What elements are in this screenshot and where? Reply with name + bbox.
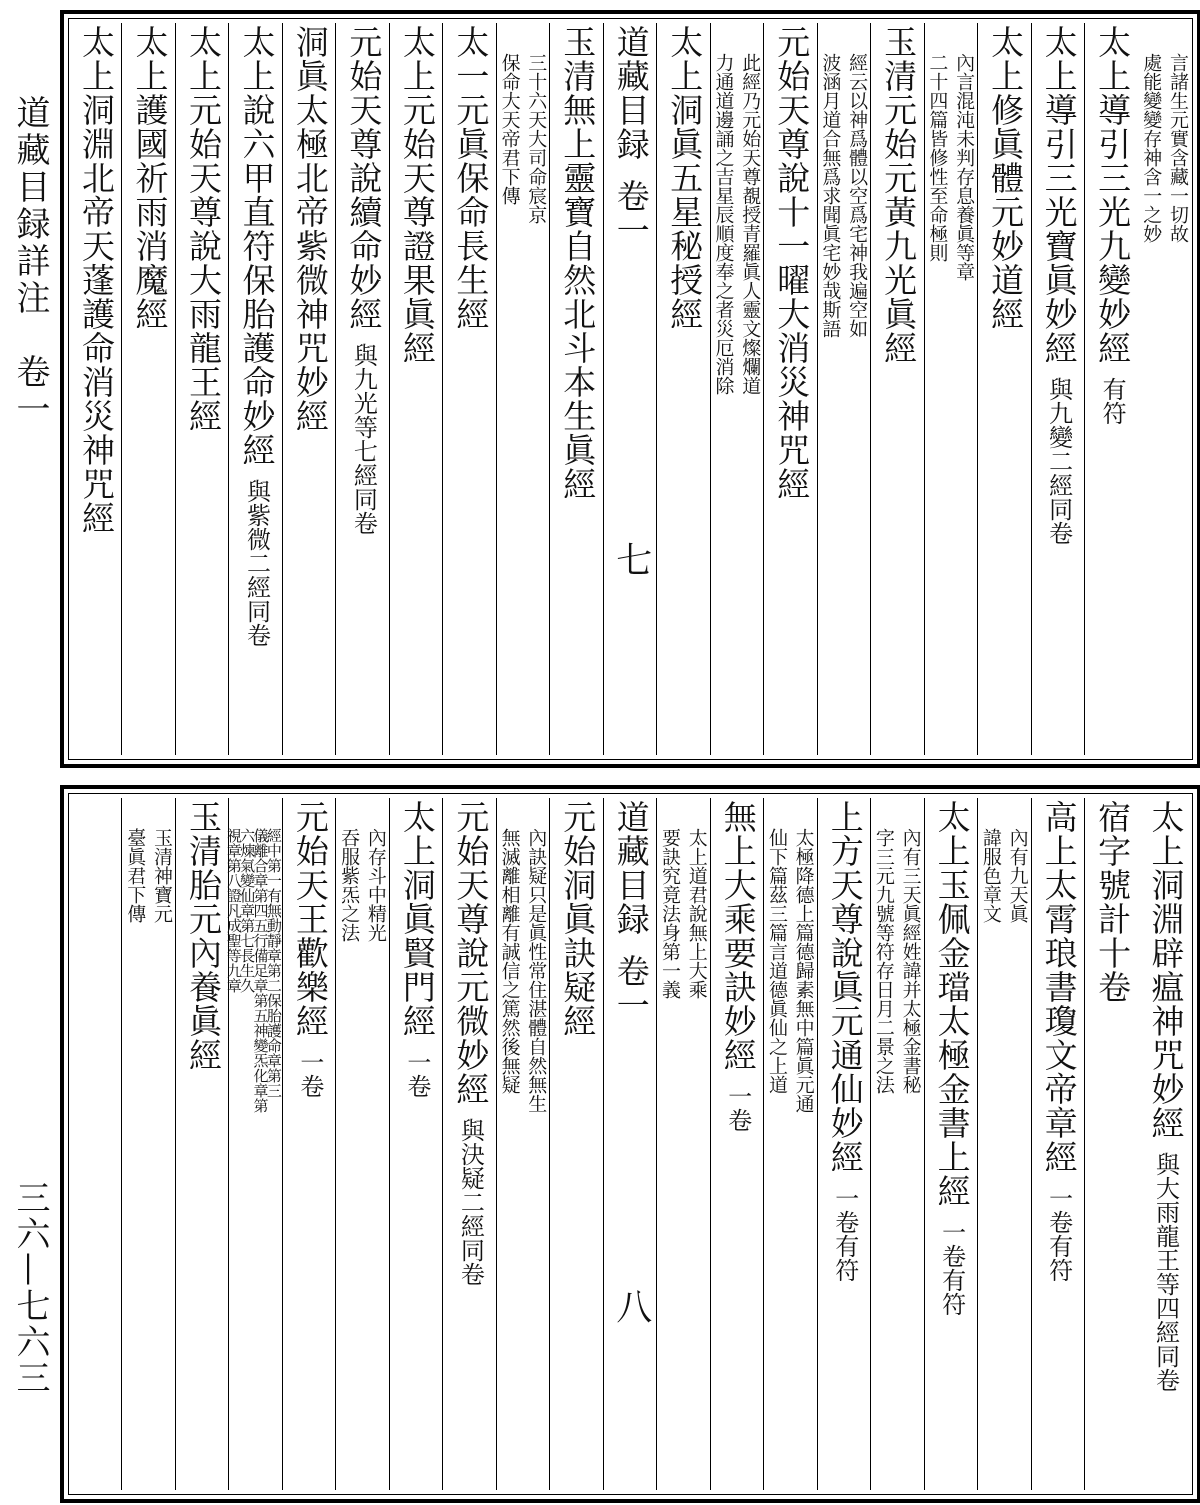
- entry-note: 與決疑二經同卷: [456, 1118, 485, 1286]
- text-column: [68, 798, 122, 1490]
- annotation-line: 內有三天眞經姓諱并太極金書秘: [899, 828, 922, 1094]
- entry-note: 一卷: [402, 1050, 431, 1098]
- entry-title: 無上大乘要訣妙經: [718, 800, 758, 1072]
- text-column: [282, 23, 336, 755]
- text-column: [1139, 798, 1192, 1490]
- annotation-line: 字三元九號等符存日月二景之法: [872, 828, 895, 1094]
- entry-title: 道藏目録卷一: [606, 800, 656, 1022]
- folio-number: 八: [610, 1288, 652, 1324]
- bottom-columns: [68, 793, 1193, 1495]
- text-column: [1084, 23, 1138, 755]
- entry-note: 與紫微二經同卷: [242, 479, 271, 647]
- annotation-line: 仙下篇茲三篇言道德眞仙之上道: [765, 828, 788, 1094]
- entry-title: 上方天尊說眞元通仙妙經: [825, 800, 865, 1174]
- entry-note: 一卷有符: [1044, 1186, 1073, 1282]
- text-column: [1031, 23, 1085, 755]
- text-column: [121, 23, 175, 755]
- entry-title: 太一元眞保命長生經: [451, 25, 491, 331]
- text-column: [389, 23, 443, 755]
- text-column: [282, 798, 336, 1490]
- text-column: [870, 798, 924, 1490]
- entry-title: 太上說六甲直符保胎護命妙經: [237, 25, 277, 467]
- text-column: [924, 798, 978, 1490]
- annotation-line: 儀離合章第四五行備足章第五神變炁化章第: [251, 828, 270, 1113]
- entry-title: 玉清胎元內養眞經: [183, 800, 223, 1072]
- entry-title: 元始天尊說元微妙經: [451, 800, 491, 1106]
- text-column: [656, 23, 710, 755]
- text-column: [603, 23, 657, 755]
- entry-title: 洞眞太極北帝紫微神咒妙經: [290, 25, 330, 433]
- text-column: [335, 23, 389, 755]
- text-column: [549, 798, 603, 1490]
- top-columns: [68, 18, 1193, 760]
- entry-title: 玉清元始元黃九光眞經: [879, 25, 919, 365]
- annotation-line: 內訣疑只是眞性常住湛體自然無生: [525, 828, 548, 1113]
- text-column: [68, 23, 122, 755]
- text-column: [549, 23, 603, 755]
- annotation-line: 此經乃元始天尊覩授青羅眞人靈文燦爛道: [739, 53, 762, 395]
- annotation-line: 力通道邊誦之吉星辰順度奉之者災厄消除: [712, 53, 735, 395]
- annotation-line: 內言混沌未判存息養眞等章: [953, 53, 976, 281]
- text-column: [870, 23, 924, 755]
- annotation-line: 言諸生元實含藏一切故: [1167, 53, 1189, 243]
- entry-title: 高上太霄琅書瓊文帝章經: [1039, 800, 1079, 1174]
- entry-note: 與九變二經同卷: [1044, 377, 1073, 545]
- annotation-line: 視章第八證凡成聖等九章: [224, 828, 243, 993]
- text-column: [710, 23, 764, 755]
- entry-title: 太上修眞體元妙道經: [986, 25, 1026, 331]
- entry-note: 一卷: [723, 1084, 752, 1132]
- entry-title: 太上元始天尊說大雨龍王經: [183, 25, 223, 433]
- entry-title: 太上洞眞五星秘授經: [665, 25, 705, 331]
- text-column: [603, 798, 657, 1490]
- entry-title: 太上導引三光寶眞妙經: [1039, 25, 1079, 365]
- annotation-line: 玉清神寶元: [150, 828, 173, 923]
- entry-title: 太上洞淵辟瘟神咒妙經: [1146, 800, 1186, 1140]
- annotation-line: 經云以神爲體以空爲宅神我遍空如: [846, 53, 869, 338]
- volume-tag: 卷一: [611, 179, 651, 247]
- text-column: [121, 798, 175, 1490]
- annotation-line: 太上道君說無上大乘: [685, 828, 708, 999]
- entry-title: 太上洞淵北帝天蓬護命消災神咒經: [77, 25, 117, 535]
- annotation-line: 三十六天大司命宸京: [525, 53, 548, 224]
- text-column: [817, 798, 871, 1490]
- annotation-line: 內存斗中精光: [364, 828, 387, 942]
- entry-note: 與九光等七經同卷: [349, 343, 378, 535]
- text-column: [224, 798, 283, 1490]
- text-column: [1084, 798, 1138, 1490]
- text-column: [817, 23, 871, 755]
- text-column: [710, 798, 764, 1490]
- entry-title: 元始天王歡樂經: [290, 800, 330, 1038]
- entry-title: 元始天尊說十一曜大消災神咒經: [772, 25, 812, 501]
- entry-note: 一卷有符: [830, 1186, 859, 1282]
- entry-title: 太上護國祈雨消魔經: [130, 25, 170, 331]
- annotation-line: 處能變變存神含一之妙: [1140, 53, 1163, 243]
- annotation-line: 諱服色章文: [979, 828, 1002, 923]
- text-column: [1031, 798, 1085, 1490]
- annotation-line: 波涵月道合無爲求聞眞宅妙哉斯語: [819, 53, 842, 338]
- entry-title: 太上元始天尊證果眞經: [397, 25, 437, 365]
- volume-tag: 卷一: [611, 954, 651, 1022]
- text-column: [389, 798, 443, 1490]
- annotation-line: 太極降德上篇德歸素無中篇眞元通: [792, 828, 815, 1113]
- annotation-line: 保命大天帝君下傳: [498, 53, 521, 205]
- entry-title: 元始洞眞訣疑經: [558, 800, 598, 1038]
- text-column: [228, 23, 282, 755]
- text-column: [496, 23, 550, 755]
- text-column: [175, 798, 229, 1490]
- annotation-line: 臺眞君下傳: [124, 828, 147, 923]
- entry-title: 元始天尊說續命妙經: [344, 25, 384, 331]
- text-column: [1139, 23, 1192, 755]
- text-column: [442, 23, 496, 755]
- text-column: [656, 798, 710, 1490]
- entry-title: 宿字號計十卷: [1093, 800, 1133, 1004]
- text-column: [977, 798, 1031, 1490]
- folio-number: 七: [610, 541, 652, 577]
- entry-title: 太上導引三光九變妙經: [1093, 25, 1133, 365]
- entry-note: 一卷有符: [937, 1220, 966, 1316]
- annotation-line: 經中第一有無動靜章第二保胎護命章第三: [264, 828, 283, 1098]
- entry-title: 太上洞眞賢門經: [397, 800, 437, 1038]
- text-column: [763, 798, 817, 1490]
- entry-note: 一卷: [295, 1050, 324, 1098]
- entry-title: 玉清無上靈寶自然北斗本生眞經: [558, 25, 598, 501]
- text-column: [924, 23, 978, 755]
- entry-note: 有符: [1098, 377, 1127, 425]
- bottom-page-panel: [60, 785, 1200, 1503]
- text-column: [335, 798, 389, 1490]
- text-column: [175, 23, 229, 755]
- text-column: [763, 23, 817, 755]
- annotation-line: 要訣究竟法身第一義: [658, 828, 681, 999]
- text-column: [496, 798, 550, 1490]
- annotation-line: 六煉氣變仙章第七長生久: [238, 828, 257, 993]
- annotation-line: 吞服紫炁之法: [338, 828, 361, 942]
- page-number: 三六—七六三: [10, 1180, 50, 1396]
- entry-title: 太上玉佩金璫太極金書上經: [932, 800, 972, 1208]
- text-column: [442, 798, 496, 1490]
- running-title: 道藏目録詳注 卷一: [10, 95, 50, 428]
- text-column: [977, 23, 1031, 755]
- annotation-line: 內有九天眞: [1006, 828, 1029, 923]
- top-page-panel: [60, 10, 1200, 768]
- annotation-line: 無滅離相離有誠信之篤然後無疑: [498, 828, 521, 1094]
- annotation-line: 二十四篇皆修性至命極則: [926, 53, 949, 262]
- entry-title: 道藏目録卷一: [606, 25, 656, 247]
- entry-note: 與大雨龍王等四經同卷: [1151, 1152, 1180, 1392]
